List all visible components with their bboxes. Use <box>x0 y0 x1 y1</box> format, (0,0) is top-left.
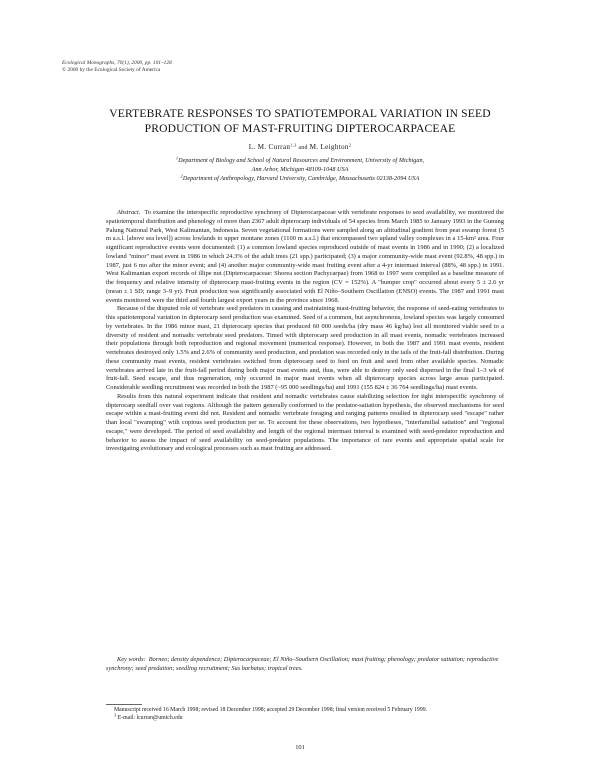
abstract-paragraph-2: Because of the disputed role of vertebrate seed predators in causing and maintaining mast-fruiting behavior, the response of seed-eating vertebrates to this spatiotemporal variation in dipterocarp seed production was examined. Seed of a common, but asynchronous, lowland species was largely consumed by vertebrates. In the 1986 minor mast, 21 dipterocarp species that produced 60 000 seeds/ha (dry mass 46 kg/ha) lost all monitored viable seed to a diversity of resident and nomadic vertebrate seed predators. Timed with dipterocarp seed production in all mast events, nomadic vertebrates increased their populations through both reproduction and regional movement (numerical response). However, in both the 1987 and 1991 mast events, resident vertebrates destroyed only 1.5% and 2.6% of community seed production, and predation was recorded only in the tails of the fruit-fall distribution. During these community mast events, resident vertebrates switched from dipterocarp seed to feed on fruit and seed from other available species. Nomadic vertebrates arrived late in the fruit-fall period during both major mast events and, thus, were able to destroy only seed dispersed in the final 1–3 wk of fruit-fall. Seed escape, and thus regeneration, only occurred in major mast events when all dipterocarp species across large areas participated. Considerable seedling recruitment was recorded in both the 1987 (~95 000 seedlings/ha) and 1991 (155 824 ± 36 764 seedlings/ha) mast events. <box>106 305 504 391</box>
author-list <box>0 143 600 151</box>
footnote-divider <box>106 704 142 705</box>
journal-citation <box>62 60 172 74</box>
footnotes <box>106 707 504 723</box>
affiliation-mark: 2 <box>180 173 183 178</box>
author-joiner: and <box>296 145 310 151</box>
affiliation-2 <box>80 175 520 184</box>
corresponding-email <box>106 712 504 723</box>
footnote-mark: 3 <box>114 712 117 718</box>
affiliation-1-address: Ann Arbor, Michigan 48109-1048 USA <box>251 165 349 173</box>
affiliation-mark: 1 <box>175 155 179 161</box>
abstract-text: To examine the interspecific reproductive synchrony of Dipterocarpaceae with vertebrate responses to seed availability, we monitored the spatiotemporal distribution and phenology of more than 2367 adult dipterocarp individuals of 54 species from March 1985 to January 1993 in the Gunung Palung National Park, West Kalimantan, Indonesia. Seven vegetational formations were sampled along an altitudinal gradient from peat swamp forest (5 m a.s.l. [above sea level]) across lowlands to upper montane zones (1100 m a.s.l.) that encompassed two upland valley complexes in a 15-km² area. Four significant reproductive events were documented: (1) a common lowland species reproduced outside of mast events in 1986 and in 1990; (2) a localized lowland "minor" mast event in 1986 in which 24.3% of the adult trees (21 spp.) participated; (3) a major community-wide mast event (92.8%, 48 spp.) in 1987, just 6 mo after the minor event; and (4) another major community-wide mast fruiting event after a 4-yr intermast interval (88%, 48 spp.) in 1991. West Kalimantan export records of illipe nut (Dipterocarpaceae: Shorea section Pachycarpae) from 1968 to 1997 were compiled as a baseline measure of the frequency and relative intensity of dipterocarp mast-fruiting events in the region (CV = 152%). A "bumper crop" occurred about every 5 ± 2.6 yr (mean ± 1 SD; range 3–9 yr). Fruit production was significantly associated with El Niño–Southern Oscillation (ENSO) events. The 1987 and 1991 mast events monitored were the third and fourth largest export years in the province since 1968. <box>106 209 504 304</box>
title-line-1: VERTEBRATE RESPONSES TO SPATIOTEMPORAL VARIATION IN SEED <box>109 107 491 120</box>
abstract-paragraph-3: Results from this natural experiment indicate that resident and nomadic vertebrates cause stabilizing selection for tight interspecific synchrony of dipterocarp seedfall over vast regions. Although the pattern generally conformed to the predator-satiation hypothesis, the observed mechanisms for seed escape within a mast-fruiting event did not. Resident and nomadic vertebrate foraging and ranging patterns resulted in dipterocarp seed "escape" rather than local "swamping" with copious seed production per se. To account for these observations, two hypotheses, "interfamilial satiation" and "regional escape," were developed. The period of seed availability and length of the regional intermast interval is examined with seed-predator reproduction and behavior to assess the impact of seed availability on seed-predator populations. The importance of rare events and appropriate spatial scale for investigating evolutionary and ecological processes such as mast fruiting are addressed. <box>106 392 504 453</box>
abstract-label: Abstract. <box>117 209 141 216</box>
affiliation-text: Department of Biology and School of Natural Resources and Environment, University of Michigan, <box>178 157 425 164</box>
affiliations <box>80 157 520 183</box>
author-name: M. Leighton <box>309 143 349 151</box>
journal-issue-line: Ecological Monographs, 70(1), 2000, pp. 101–128 <box>62 60 172 66</box>
abstract <box>106 209 504 454</box>
abstract-paragraph-1 <box>106 209 504 305</box>
keywords <box>106 656 504 673</box>
author-name: L. M. Curran <box>248 143 291 151</box>
keywords-text: Borneo; density dependence; Dipterocarpaceae; El Niño–Southern Oscillation; mast fruiting; phenology; predator satiation; reproductive synchrony; seed predation; seedling recruitment; Sus barbatus; tropical trees. <box>106 656 499 672</box>
title-line-2: PRODUCTION OF MAST-FRUITING DIPTEROCARPACEAE <box>144 122 456 135</box>
author-affiliation-mark: 2 <box>348 142 352 148</box>
page-number: 101 <box>295 744 305 751</box>
email-text: E-mail: lcurran@umich.edu <box>117 714 183 721</box>
affiliation-1 <box>80 157 520 166</box>
keywords-label: Key words: <box>117 656 146 663</box>
copyright-line: © 2000 by the Ecological Society of America <box>62 67 161 73</box>
author-affiliation-mark: 1,3 <box>290 142 297 148</box>
manuscript-history: Manuscript received 16 March 1998; revised 18 December 1998; accepted 29 December 1998; final version received 5 February 1999. <box>114 707 428 713</box>
affiliation-text: Department of Anthropology, Harvard University, Cambridge, Massachusetts 02138-2094 USA <box>182 174 420 182</box>
paper-title <box>70 106 530 136</box>
